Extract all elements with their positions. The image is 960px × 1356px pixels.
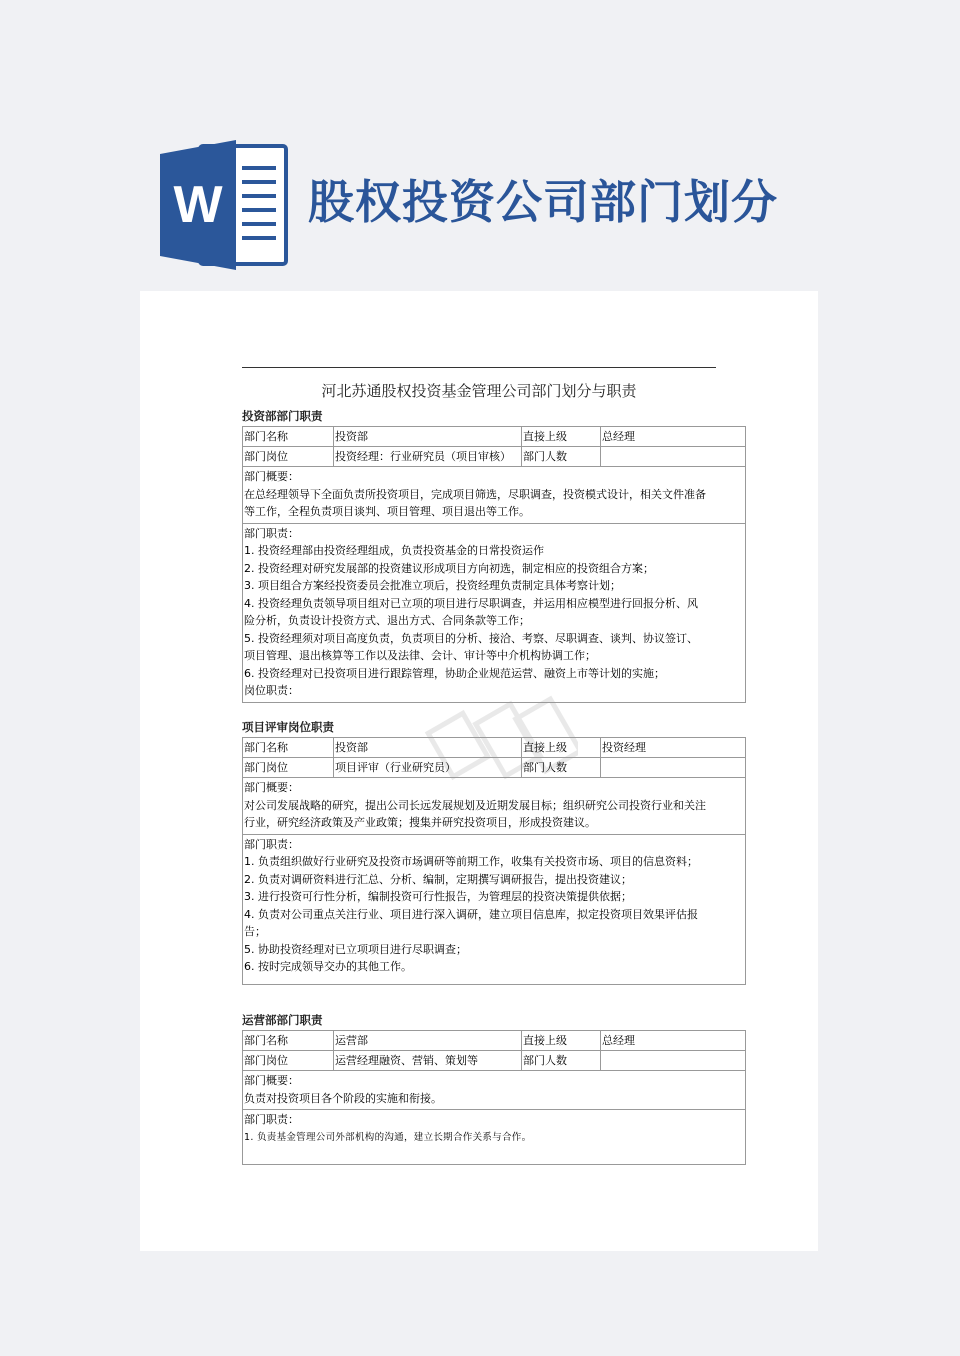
overview-label: 部门概要： [244, 470, 299, 483]
duty-line: 5. 投资经理须对项目高度负责，负责项目的分析、接洽、考察、尽职调查、谈判、协议签订、 [244, 631, 698, 645]
overview-line: 行业，研究经济政策及产业政策；搜集并研究投资项目，形成投资建议。 [244, 816, 596, 829]
overview-label: 部门概要： [244, 781, 299, 794]
table-cell: 投资部 [334, 738, 522, 757]
table-cell: 直接上级 [522, 427, 601, 446]
duty-line: 3. 进行投资可行性分析，编制投资可行性报告，为管理层的投资决策提供依据； [244, 890, 632, 903]
table-cell: 部门人数 [522, 1051, 601, 1070]
table-cell: 部门名称 [243, 427, 334, 446]
overview-block [243, 778, 745, 835]
duty-line: 3. 项目组合方案经投资委员会批准立项后，投资经理负责制定具体考察计划； [244, 579, 621, 592]
overview-block [243, 467, 745, 524]
table-cell: 直接上级 [522, 1031, 601, 1050]
word-document-icon [160, 140, 290, 270]
duties-block [243, 524, 745, 702]
overview-line: 对公司发展战略的研究，提出公司长远发展规划及近期发展目标；组织研究公司投资行业和关注 [244, 798, 706, 812]
duty-line: 险分析，负责设计投资方式、退出方式、合同条款等工作； [244, 614, 530, 627]
duty-line: 6. 按时完成领导交办的其他工作。 [244, 960, 412, 973]
header-rule [242, 367, 716, 368]
duties-block [243, 835, 745, 984]
duty-line: 2. 负责对调研资料进行汇总、分析、编制，定期撰写调研报告，提出投资建议； [244, 872, 632, 886]
section-table-investment [242, 426, 746, 703]
table-cell: 总经理 [602, 430, 635, 443]
banner-title: 股权投资公司部门划分 [308, 175, 778, 229]
table-cell: 部门岗位 [243, 1051, 334, 1070]
table-cell: 部门岗位 [243, 447, 334, 466]
duties-label: 部门职责： [244, 1113, 299, 1126]
table-cell: 总经理 [602, 1034, 635, 1047]
duties-label: 部门职责： [244, 837, 299, 851]
table-row [243, 758, 745, 778]
table-row [243, 1051, 745, 1071]
table-row [243, 427, 745, 447]
overview-block [243, 1071, 745, 1110]
duty-line: 告； [244, 925, 266, 938]
duty-line: 2. 投资经理对研究发展部的投资建议形成项目方向初选，制定相应的投资组合方案； [244, 561, 654, 575]
table-row [243, 1031, 745, 1051]
duty-line: 4. 投资经理负责领导项目组对已立项的项目进行尽职调查，并运用相应模型进行回报分析、风 [244, 596, 698, 610]
table-cell: 部门人数 [522, 758, 601, 777]
section-heading-investment: 投资部部门职责 [242, 409, 323, 423]
duty-line: 岗位职责： [244, 684, 299, 697]
table-row [243, 738, 745, 758]
section-heading-project-review: 项目评审岗位职责 [242, 720, 334, 734]
overview-line: 负责对投资项目各个阶段的实施和衔接。 [244, 1091, 442, 1105]
table-cell: 投资经理 [602, 741, 646, 754]
banner [0, 0, 960, 290]
duties-label: 部门职责： [244, 526, 299, 540]
section-table-operations [242, 1030, 746, 1165]
table-cell: 部门名称 [243, 738, 334, 757]
table-cell: 运营部 [334, 1031, 522, 1050]
document-title: 河北苏通股权投资基金管理公司部门划分与职责 [321, 382, 637, 400]
overview-label: 部门概要： [244, 1074, 299, 1087]
table-cell: 直接上级 [522, 738, 601, 757]
duty-line: 4. 负责对公司重点关注行业、项目进行深入调研，建立项目信息库，拟定投资项目效果评估报 [244, 907, 698, 921]
table-cell: 运营经理融资、营销、策划等 [334, 1051, 522, 1070]
section-heading-operations: 运营部部门职责 [242, 1013, 323, 1027]
table-cell: 项目评审（行业研究员） [334, 758, 522, 777]
duty-line: 6. 投资经理对已投资项目进行跟踪管理，协助企业规范运营、融资上市等计划的实施； [244, 666, 665, 680]
table-cell [601, 758, 745, 777]
word-letter: W [173, 176, 223, 234]
overview-line: 在总经理领导下全面负责所投资项目，完成项目筛选，尽职调查，投资模式设计，相关文件准备 [244, 487, 706, 501]
duty-line: 1. 负责基金管理公司外部机构的沟通，建立长期合作关系与合作。 [244, 1131, 532, 1143]
table-cell [601, 1051, 745, 1070]
table-row [243, 447, 745, 467]
duty-line: 1. 投资经理部由投资经理组成，负责投资基金的日常投资运作 [244, 544, 544, 557]
section-table-project-review [242, 737, 746, 985]
duty-line: 1. 负责组织做好行业研究及投资市场调研等前期工作，收集有关投资市场、项目的信息资料； [244, 855, 698, 868]
table-cell: 投资经理：行业研究员（项目审核） [334, 447, 522, 466]
duty-line: 5. 协助投资经理对已立项项目进行尽职调查； [244, 942, 467, 956]
duty-line: 项目管理、退出核算等工作以及法律、会计、审计等中介机构协调工作； [244, 649, 596, 662]
table-cell: 部门岗位 [243, 758, 334, 777]
duties-block [243, 1110, 745, 1164]
table-cell: 部门人数 [522, 447, 601, 466]
overview-line: 等工作，全程负责项目谈判、项目管理、项目退出等工作。 [244, 505, 530, 518]
table-cell: 投资部 [334, 427, 522, 446]
table-cell: 部门名称 [243, 1031, 334, 1050]
table-cell [601, 447, 745, 466]
